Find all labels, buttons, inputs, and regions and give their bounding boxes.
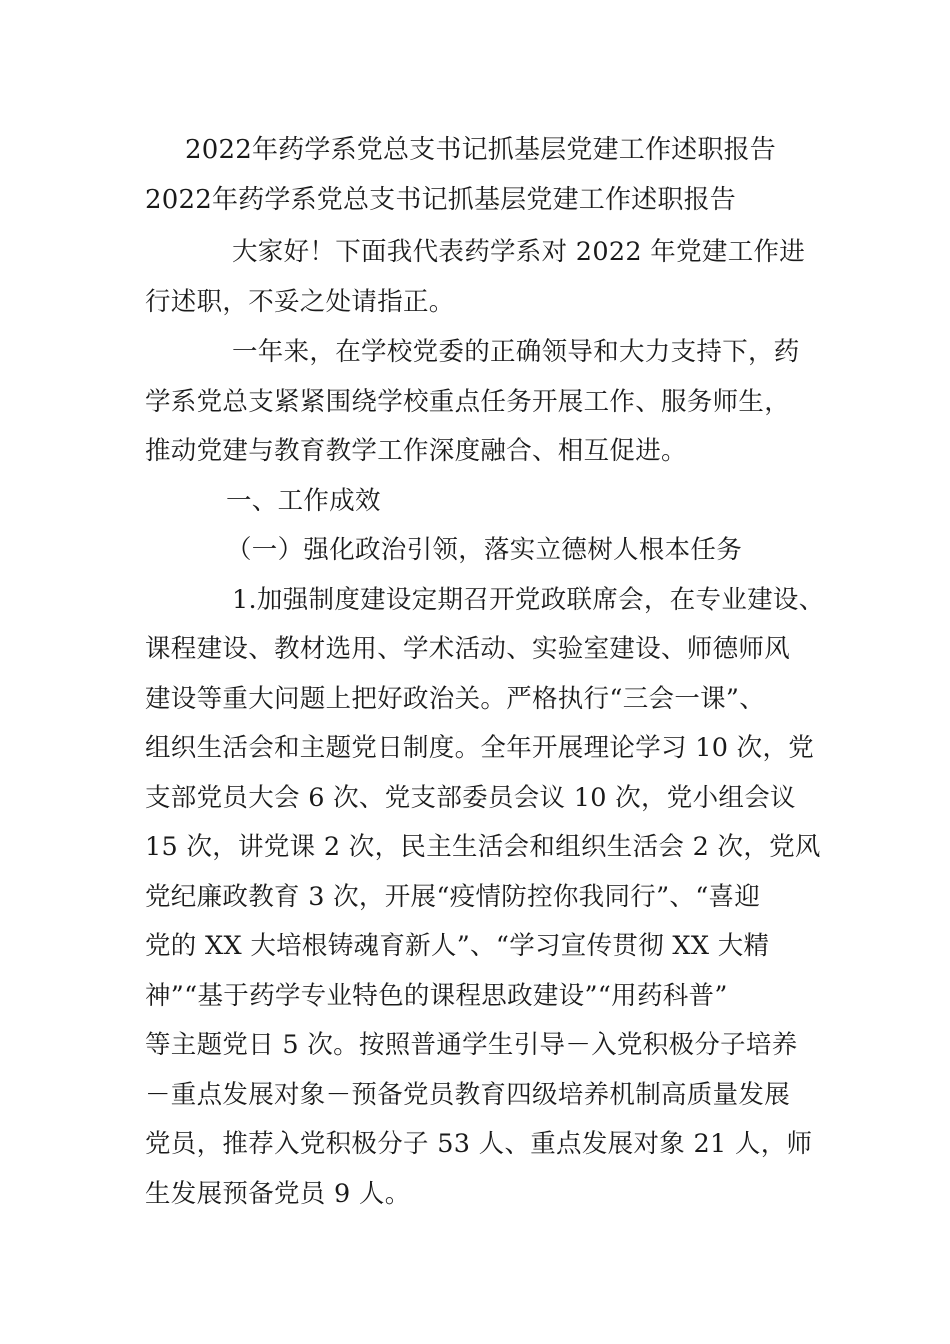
body-line: 1.加强制度建设定期召开党政联席会，在专业建设、 — [232, 585, 825, 615]
body-line: 党纪廉政教育 3 次，开展“疫情防控你我同行”、“喜迎 — [145, 882, 761, 912]
body-line: 生发展预备党员 9 人。 — [145, 1179, 411, 1209]
body-line: 神”“基于药学专业特色的课程思政建设”“用药科普” — [145, 981, 728, 1011]
body-line: 党的 XX 大培根铸魂育新人”、“学习宣传贯彻 XX 大精 — [145, 931, 770, 961]
body-line: 建设等重大问题上把好政治关。严格执行“三会一课”、 — [145, 684, 766, 714]
body-line: 组织生活会和主题党日制度。全年开展理论学习 10 次，党 — [145, 733, 815, 763]
section-heading: 一、工作成效 — [226, 486, 381, 516]
body-line: 大家好！下面我代表药学系对 2022 年党建工作进 — [232, 237, 806, 267]
body-line: 学系党总支紧紧围绕学校重点任务开展工作、服务师生， — [145, 387, 791, 417]
body-line: 15 次，讲党课 2 次，民主生活会和组织生活会 2 次，党风 — [145, 832, 821, 862]
body-line: 支部党员大会 6 次、党支部委员会议 10 次，党小组会议 — [145, 783, 796, 813]
document-subtitle: 2022年药学系党总支书记抓基层党建工作述职报告 — [145, 185, 736, 215]
body-line: 等主题党日 5 次。按照普通学生引导－入党积极分子培养 — [145, 1030, 798, 1060]
document-title: 2022年药学系党总支书记抓基层党建工作述职报告 — [185, 135, 776, 165]
body-line: －重点发展对象－预备党员教育四级培养机制高质量发展 — [145, 1080, 791, 1110]
body-line: 课程建设、教材选用、学术活动、实验室建设、师德师风 — [145, 634, 791, 664]
subsection-heading: （一）强化政治引领，落实立德树人根本任务 — [226, 535, 743, 565]
body-line: 党员，推荐入党积极分子 53 人、重点发展对象 21 人，师 — [145, 1129, 813, 1159]
body-line: 推动党建与教育教学工作深度融合、相互促进。 — [145, 436, 687, 466]
body-line: 行述职，不妥之处请指正。 — [145, 287, 455, 317]
body-line: 一年来，在学校党委的正确领导和大力支持下，药 — [232, 337, 800, 367]
